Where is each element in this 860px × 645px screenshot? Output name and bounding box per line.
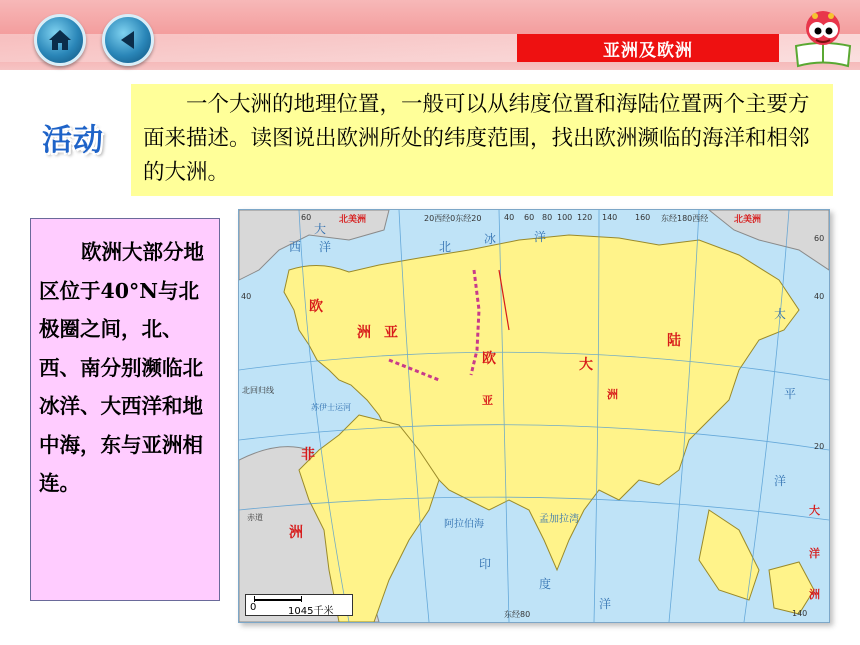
home-button[interactable]	[34, 14, 86, 66]
eurasia-label-3: 大	[579, 357, 593, 373]
atlantic-label-3: 洋	[319, 240, 332, 254]
map-graphic	[239, 210, 829, 622]
atlantic-label-2: 西	[289, 240, 302, 254]
eurasia-label-4: 陆	[667, 333, 681, 349]
europe-label-2: 洲	[357, 325, 371, 341]
north-america-right-label: 北美洲	[734, 215, 762, 225]
eurasia-label-1: 亚	[384, 325, 398, 341]
scale-bar	[245, 594, 353, 616]
mascot-reading-icon	[790, 4, 856, 70]
bengal-label: 孟加拉湾	[539, 514, 579, 525]
equator-label: 赤道	[247, 513, 263, 522]
tick-bottom-1: 140	[792, 609, 808, 618]
indian-label-3: 洋	[599, 597, 612, 611]
tick-right-2: 20	[814, 442, 825, 451]
atlantic-label-1: 大	[314, 222, 327, 236]
oceania-label-3: 洲	[809, 588, 820, 601]
pacific-label-1: 太	[774, 307, 787, 321]
arctic-label-1: 北	[439, 240, 452, 254]
tropic-label: 北回归线	[242, 386, 274, 395]
europe-label-1: 欧	[309, 299, 323, 315]
tick-right-0: 60	[814, 234, 825, 243]
tick-top-4: 80	[542, 213, 553, 222]
north-america-left-label: 北美洲	[339, 215, 367, 225]
back-arrow-icon	[114, 26, 142, 54]
home-icon	[46, 26, 74, 54]
tick-top-7: 140	[602, 213, 618, 222]
tick-top-6: 120	[577, 213, 593, 222]
scale-line	[254, 599, 302, 601]
section-title: 亚洲及欧洲	[517, 34, 779, 62]
arctic-label-3: 洋	[534, 230, 547, 244]
tick-top-9: 东经180西经	[661, 214, 709, 223]
answer-text: 欧洲大部分地区位于40°N与北极圈之间，北、西、南分别濒临北冰洋、大西洋和地中海，东与亚洲相连。	[39, 240, 204, 495]
tick-top-0: 60	[301, 213, 312, 222]
pacific-label-3: 洋	[774, 474, 787, 488]
asia-label-2: 洲	[607, 388, 618, 401]
suez-label: 苏伊士运河	[311, 403, 351, 412]
europe-asia-map	[238, 209, 830, 623]
arctic-label-2: 冰	[484, 232, 497, 246]
tick-left-0: 40	[241, 292, 252, 301]
tick-right-1: 40	[814, 292, 825, 301]
scale-zero: 0	[250, 602, 257, 613]
arabian-sea-label: 阿拉伯海	[444, 519, 484, 530]
tick-top-8: 160	[635, 213, 651, 222]
tick-top-5: 100	[557, 213, 573, 222]
pacific-label-2: 平	[784, 387, 797, 401]
back-button[interactable]	[102, 14, 154, 66]
activity-text: 一个大洲的地理位置，一般可以从纬度位置和海陆位置两个主要方面来描述。读图说出欧洲所处的纬度范围，找出欧洲濒临的海洋和相邻的大洲。	[131, 84, 833, 196]
indian-label-2: 度	[539, 577, 552, 591]
tick-bottom-0: 东经80	[504, 610, 531, 619]
tick-top-3: 60	[524, 213, 535, 222]
asia-label-1: 亚	[482, 394, 493, 407]
tick-top-2: 40	[504, 213, 515, 222]
africa-label-1: 非	[301, 447, 315, 463]
africa-label-2: 洲	[289, 525, 303, 541]
eurasia-label-2: 欧	[482, 351, 496, 367]
answer-box	[30, 218, 220, 601]
activity-label: 活动	[42, 123, 104, 158]
oceania-label-1: 大	[809, 504, 820, 517]
oceania-label-2: 洋	[809, 547, 820, 560]
indian-label-1: 印	[479, 557, 492, 571]
scale-distance: 1045千米	[288, 606, 334, 617]
tick-top-1: 20西经0东经20	[424, 214, 482, 223]
